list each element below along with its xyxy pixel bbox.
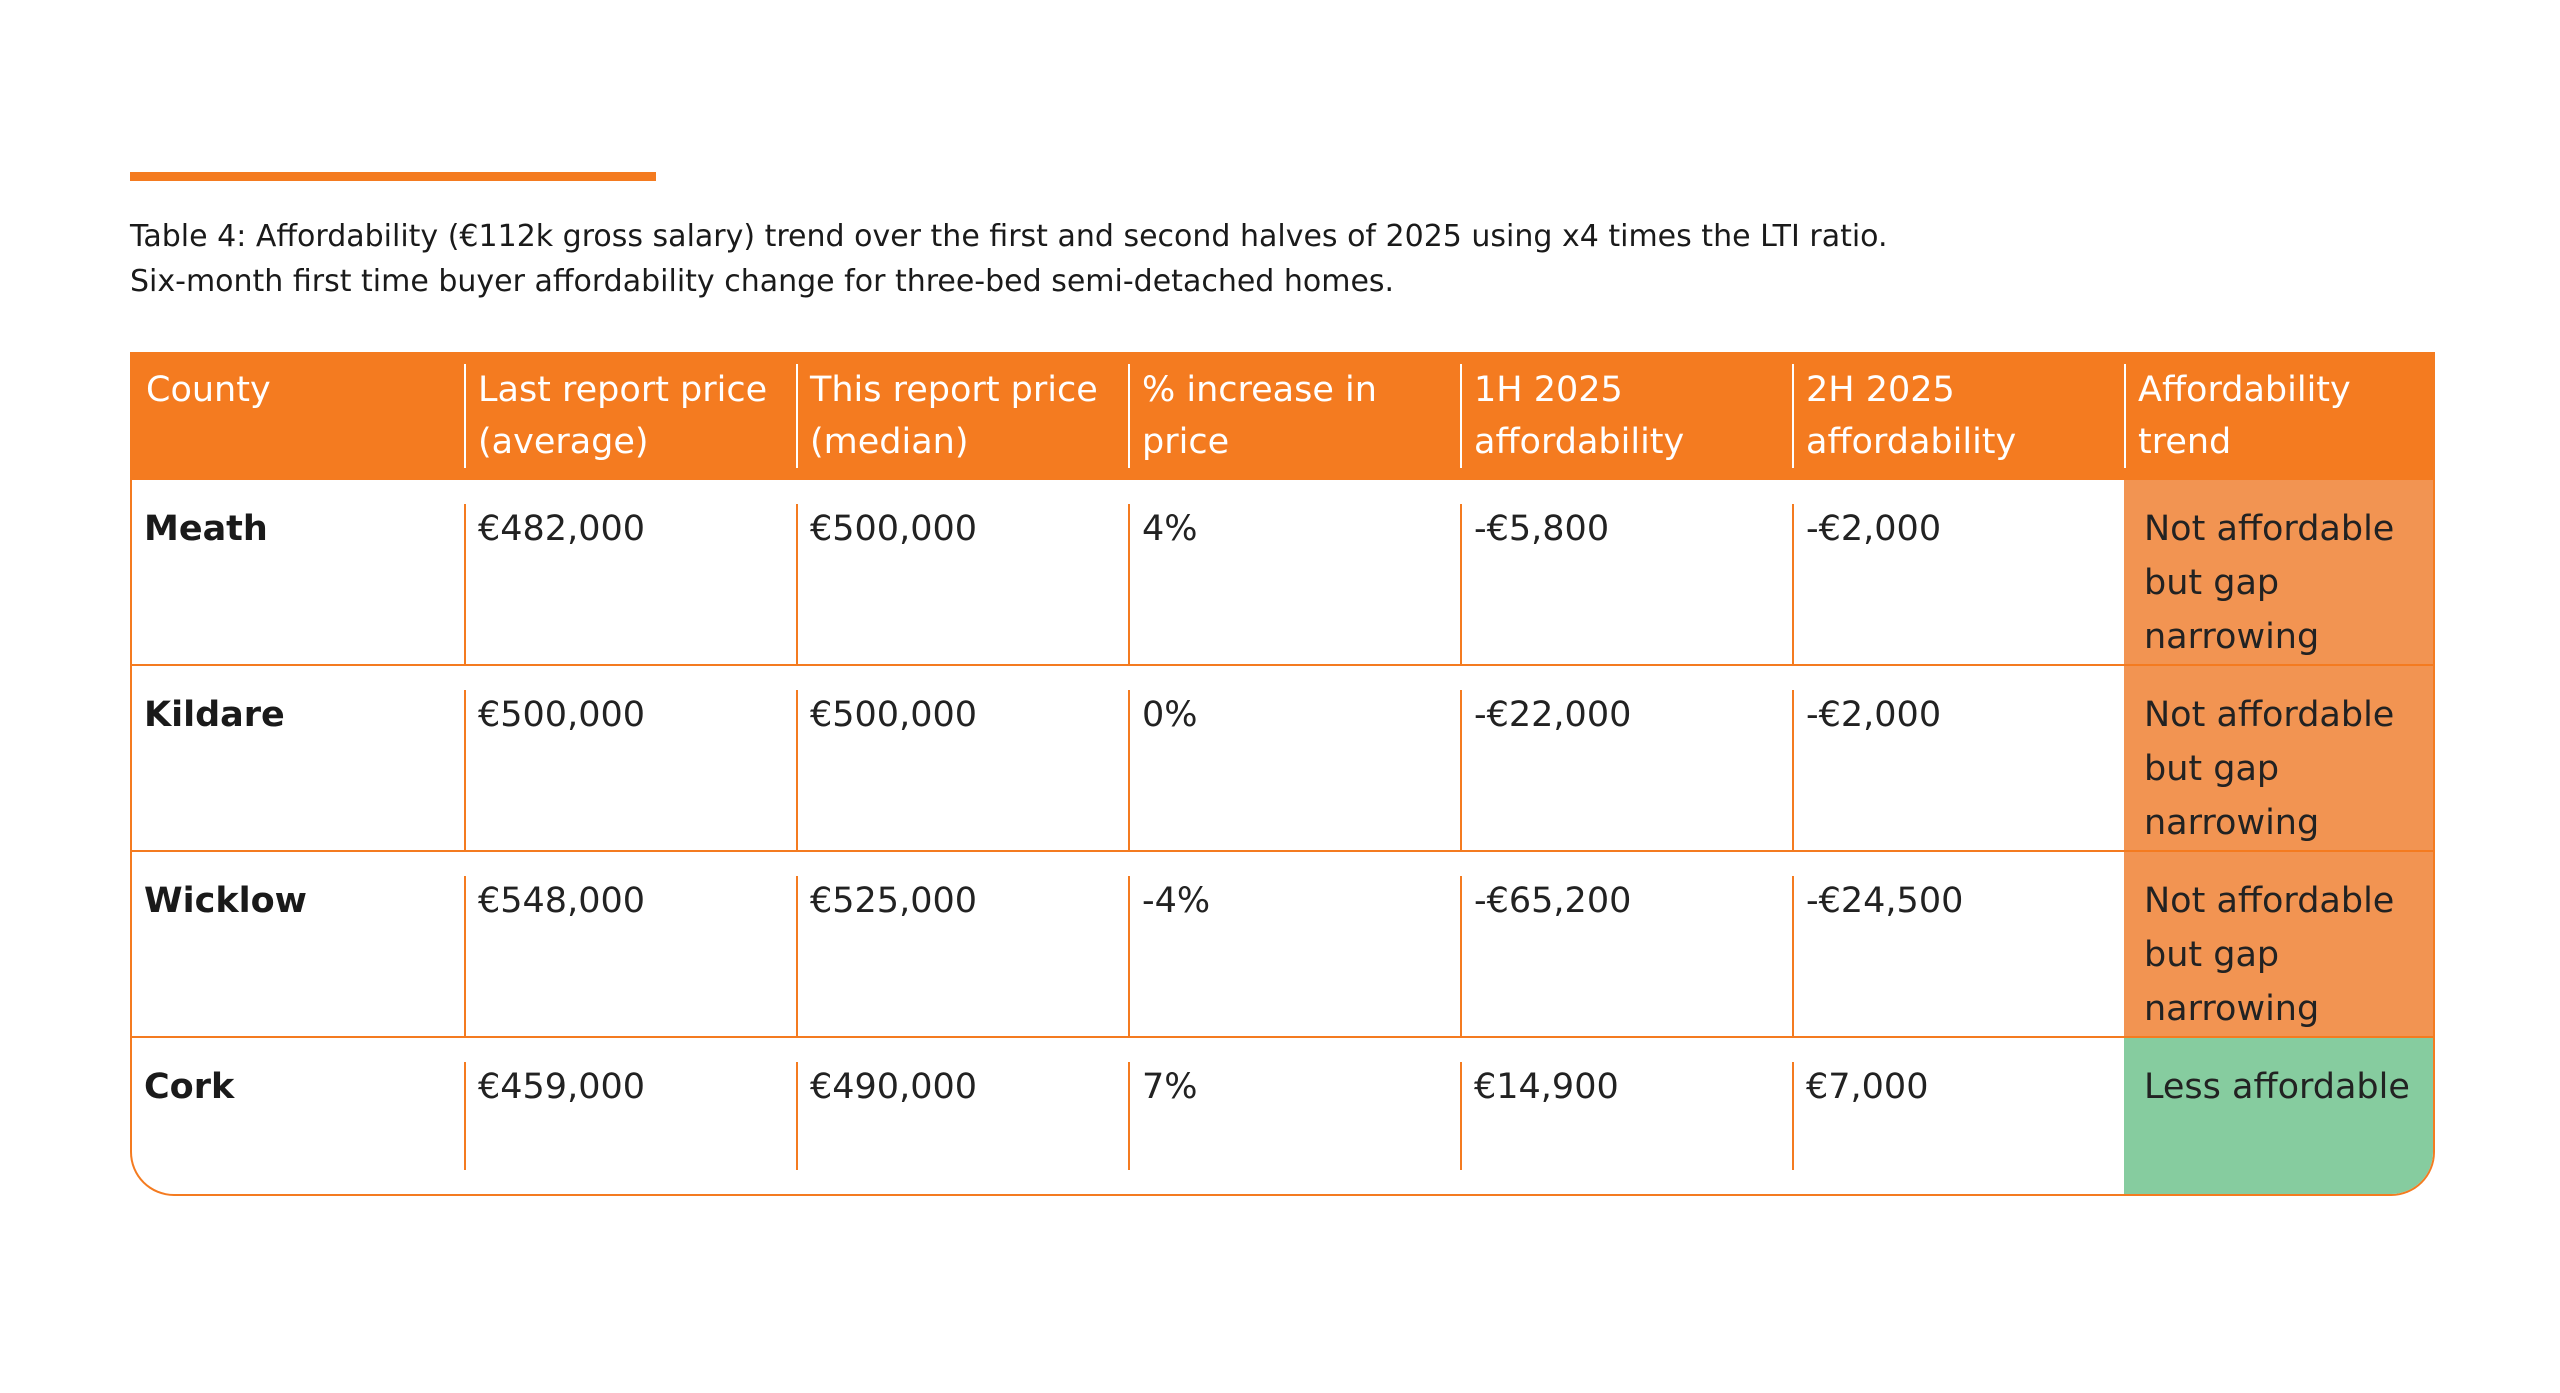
header-last-price: Last report price (average) [464,352,796,480]
cell-increase: 4% [1128,480,1460,665]
cell-1h: -€5,800 [1460,480,1792,665]
cell-trend: Less affordable [2124,1037,2435,1194]
cell-increase: 0% [1128,665,1460,851]
cell-last-price: €548,000 [464,851,796,1037]
cell-last-price: €482,000 [464,480,796,665]
table-row [132,851,2435,1037]
cell-trend: Not affordable but gap narrowing [2124,851,2435,1037]
cell-county: Meath [144,509,268,549]
cell-increase: 7% [1128,1037,1460,1194]
table-row [132,665,2435,851]
caption-line-2: Six-month first time buyer affordability change for three-bed semi-detached homes. [130,264,1395,299]
cell-1h: -€65,200 [1460,851,1792,1037]
cell-county: Kildare [132,665,464,851]
cell-2h: -€24,500 [1792,851,2124,1037]
table-header-row [132,352,2435,480]
cell-last-price: €500,000 [464,665,796,851]
table-row [132,1037,2435,1194]
affordability-table [130,352,2435,1196]
cell-2h: -€2,000 [1792,480,2124,665]
table-row [132,480,2435,665]
header-increase: % increase in price [1128,352,1460,480]
header-1h-affordability: 1H 2025 affordability [1460,352,1792,480]
cell-trend: Not affordable but gap narrowing [2124,480,2435,665]
caption-line-1: Table 4: Affordability (€112k gross salary) trend over the first and second halves of 2025 using x4 times the LTI ratio. [130,219,1888,254]
header-trend: Affordability trend [2124,352,2435,480]
cell-2h: -€2,000 [1792,665,2124,851]
header-2h-affordability: 2H 2025 affordability [1792,352,2124,480]
accent-rule [130,172,656,181]
cell-1h: €14,900 [1460,1037,1792,1194]
cell-this-price: €500,000 [796,480,1128,665]
header-county: County [146,370,271,410]
cell-last-price: €459,000 [464,1037,796,1194]
cell-this-price: €525,000 [796,851,1128,1037]
cell-trend: Not affordable but gap narrowing [2124,665,2435,851]
cell-this-price: €490,000 [796,1037,1128,1194]
cell-2h: €7,000 [1792,1037,2124,1194]
cell-increase: -4% [1128,851,1460,1037]
cell-county: Wicklow [132,851,464,1037]
table-caption [130,214,2330,304]
header-this-price: This report price (median) [796,352,1128,480]
cell-county: Cork [132,1037,464,1194]
cell-this-price: €500,000 [796,665,1128,851]
cell-1h: -€22,000 [1460,665,1792,851]
